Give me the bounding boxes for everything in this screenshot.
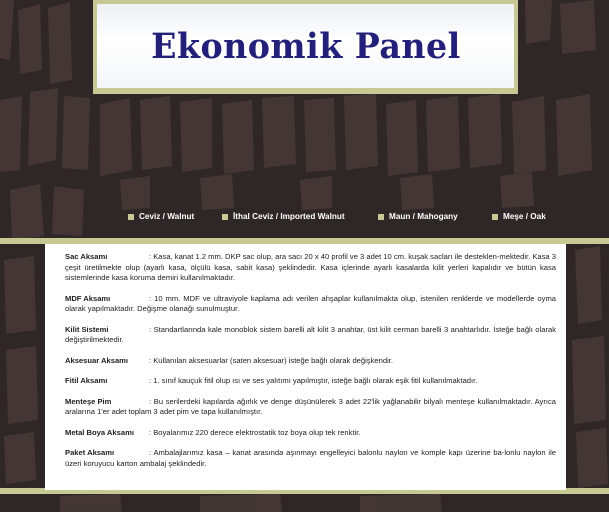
spec-item-metal-boya-aksami (65, 428, 556, 439)
spec-item-paket-aksami (65, 448, 556, 469)
spec-label: Paket Aksamı (65, 448, 115, 457)
species-label: Meşe / Oak (503, 212, 546, 221)
spec-text: : Boyalarımız 220 derece elektrostatik toz boya olup tek renktir. (149, 427, 361, 437)
page-title: Ekonomik Panel (150, 25, 461, 67)
species-item-imported-walnut (222, 212, 345, 221)
spec-text: : Kasa, kanat 1.2 mm. DKP sac olup, ara sacı 20 x 40 profil ve 3 adet 10 cm. kuşak sacları ile desteklen-mektedir. Kasa 3 çeşit üretilmekte olup (ayarlı kasa, ölçülü kasa, sabit kasa) şeklindedir. Kasa içlerinde ayarlı kasalarda kilit yerleri kapalıdır ve bütün kasa sistemlerinde kasa koruma demiri kullanılmaktadır. (65, 252, 556, 282)
spec-text: : 1. sınıf kauçuk fitil olup ısı ve ses yalıtımı yapılmıştır, isteğe bağlı olarak eşik fitil kullanılmaktadır. (149, 376, 478, 385)
square-bullet-icon (128, 214, 134, 220)
species-label: İthal Ceviz / Imported Walnut (233, 212, 345, 221)
species-item-oak (492, 212, 546, 221)
spec-item-mdf-aksami (65, 294, 556, 315)
spec-label: Aksesuar Aksamı (65, 355, 129, 365)
species-label: Maun / Mahogany (389, 212, 458, 221)
species-item-walnut (128, 212, 194, 221)
spec-label: Fitil Aksamı (65, 376, 108, 385)
spec-text: : 10 mm. MDF ve ultraviyole kaplama adı verilen ahşaplar kullanılmakta olup, istenilen renklerde ve modellerde oyma olarak yapılmaktadır. Değişme olanağı sunulmuştur. (65, 293, 556, 313)
spec-label: Kilit Sistemi (65, 324, 109, 334)
spec-text: : Kullanılan aksesuarlar (saten aksesuar) isteğe bağlı olarak değişkendir. (149, 355, 393, 365)
spec-label: MDF Aksamı (65, 293, 111, 303)
wood-species-list (0, 212, 609, 226)
spec-item-aksesuar-aksami (65, 356, 556, 367)
square-bullet-icon (492, 214, 498, 220)
spec-label: Menteşe Pim (65, 396, 112, 406)
spec-text: : Standartlarında kale monoblok sistem barelli alt kilit 3 anahtar, üst kilit cerman barelli 3 anahtarlıdır. İsteğe bağlı olarak değiştirilmektedir. (65, 324, 556, 344)
spec-label: Metal Boya Aksamı (65, 427, 134, 437)
spec-text: : Ambalajlarımız kasa – kanat arasında aşınmayı engelleyici balonlu naylon ve komple kapı üzerine ba-lonlu naylon ile üzeri koruyucu karton ambalaj şeklindedir. (65, 448, 556, 468)
spec-item-fitil-aksami (65, 376, 556, 387)
spec-item-kilit-sistemi (65, 325, 556, 346)
title-banner-inner (97, 4, 514, 88)
spec-item-mentese-pim (65, 397, 556, 418)
specifications-panel (45, 244, 566, 490)
species-item-mahogany (378, 212, 458, 221)
spec-item-sac-aksami (65, 252, 556, 284)
spec-label: Sac Aksamı (65, 252, 108, 261)
square-bullet-icon (222, 214, 228, 220)
title-banner (93, 0, 518, 94)
species-label: Ceviz / Walnut (139, 212, 195, 221)
square-bullet-icon (378, 214, 384, 220)
spec-text: : Bu serilerdeki kapılarda ağırlık ve denge düşünülerek 3 adet 22'lik yağlanabilir bilyalı menteşe kullanılmaktadır. Ayrıca aralarına 1'er adet toplam 3 adet pim ve tapa kullanılmıştır. (65, 396, 556, 416)
